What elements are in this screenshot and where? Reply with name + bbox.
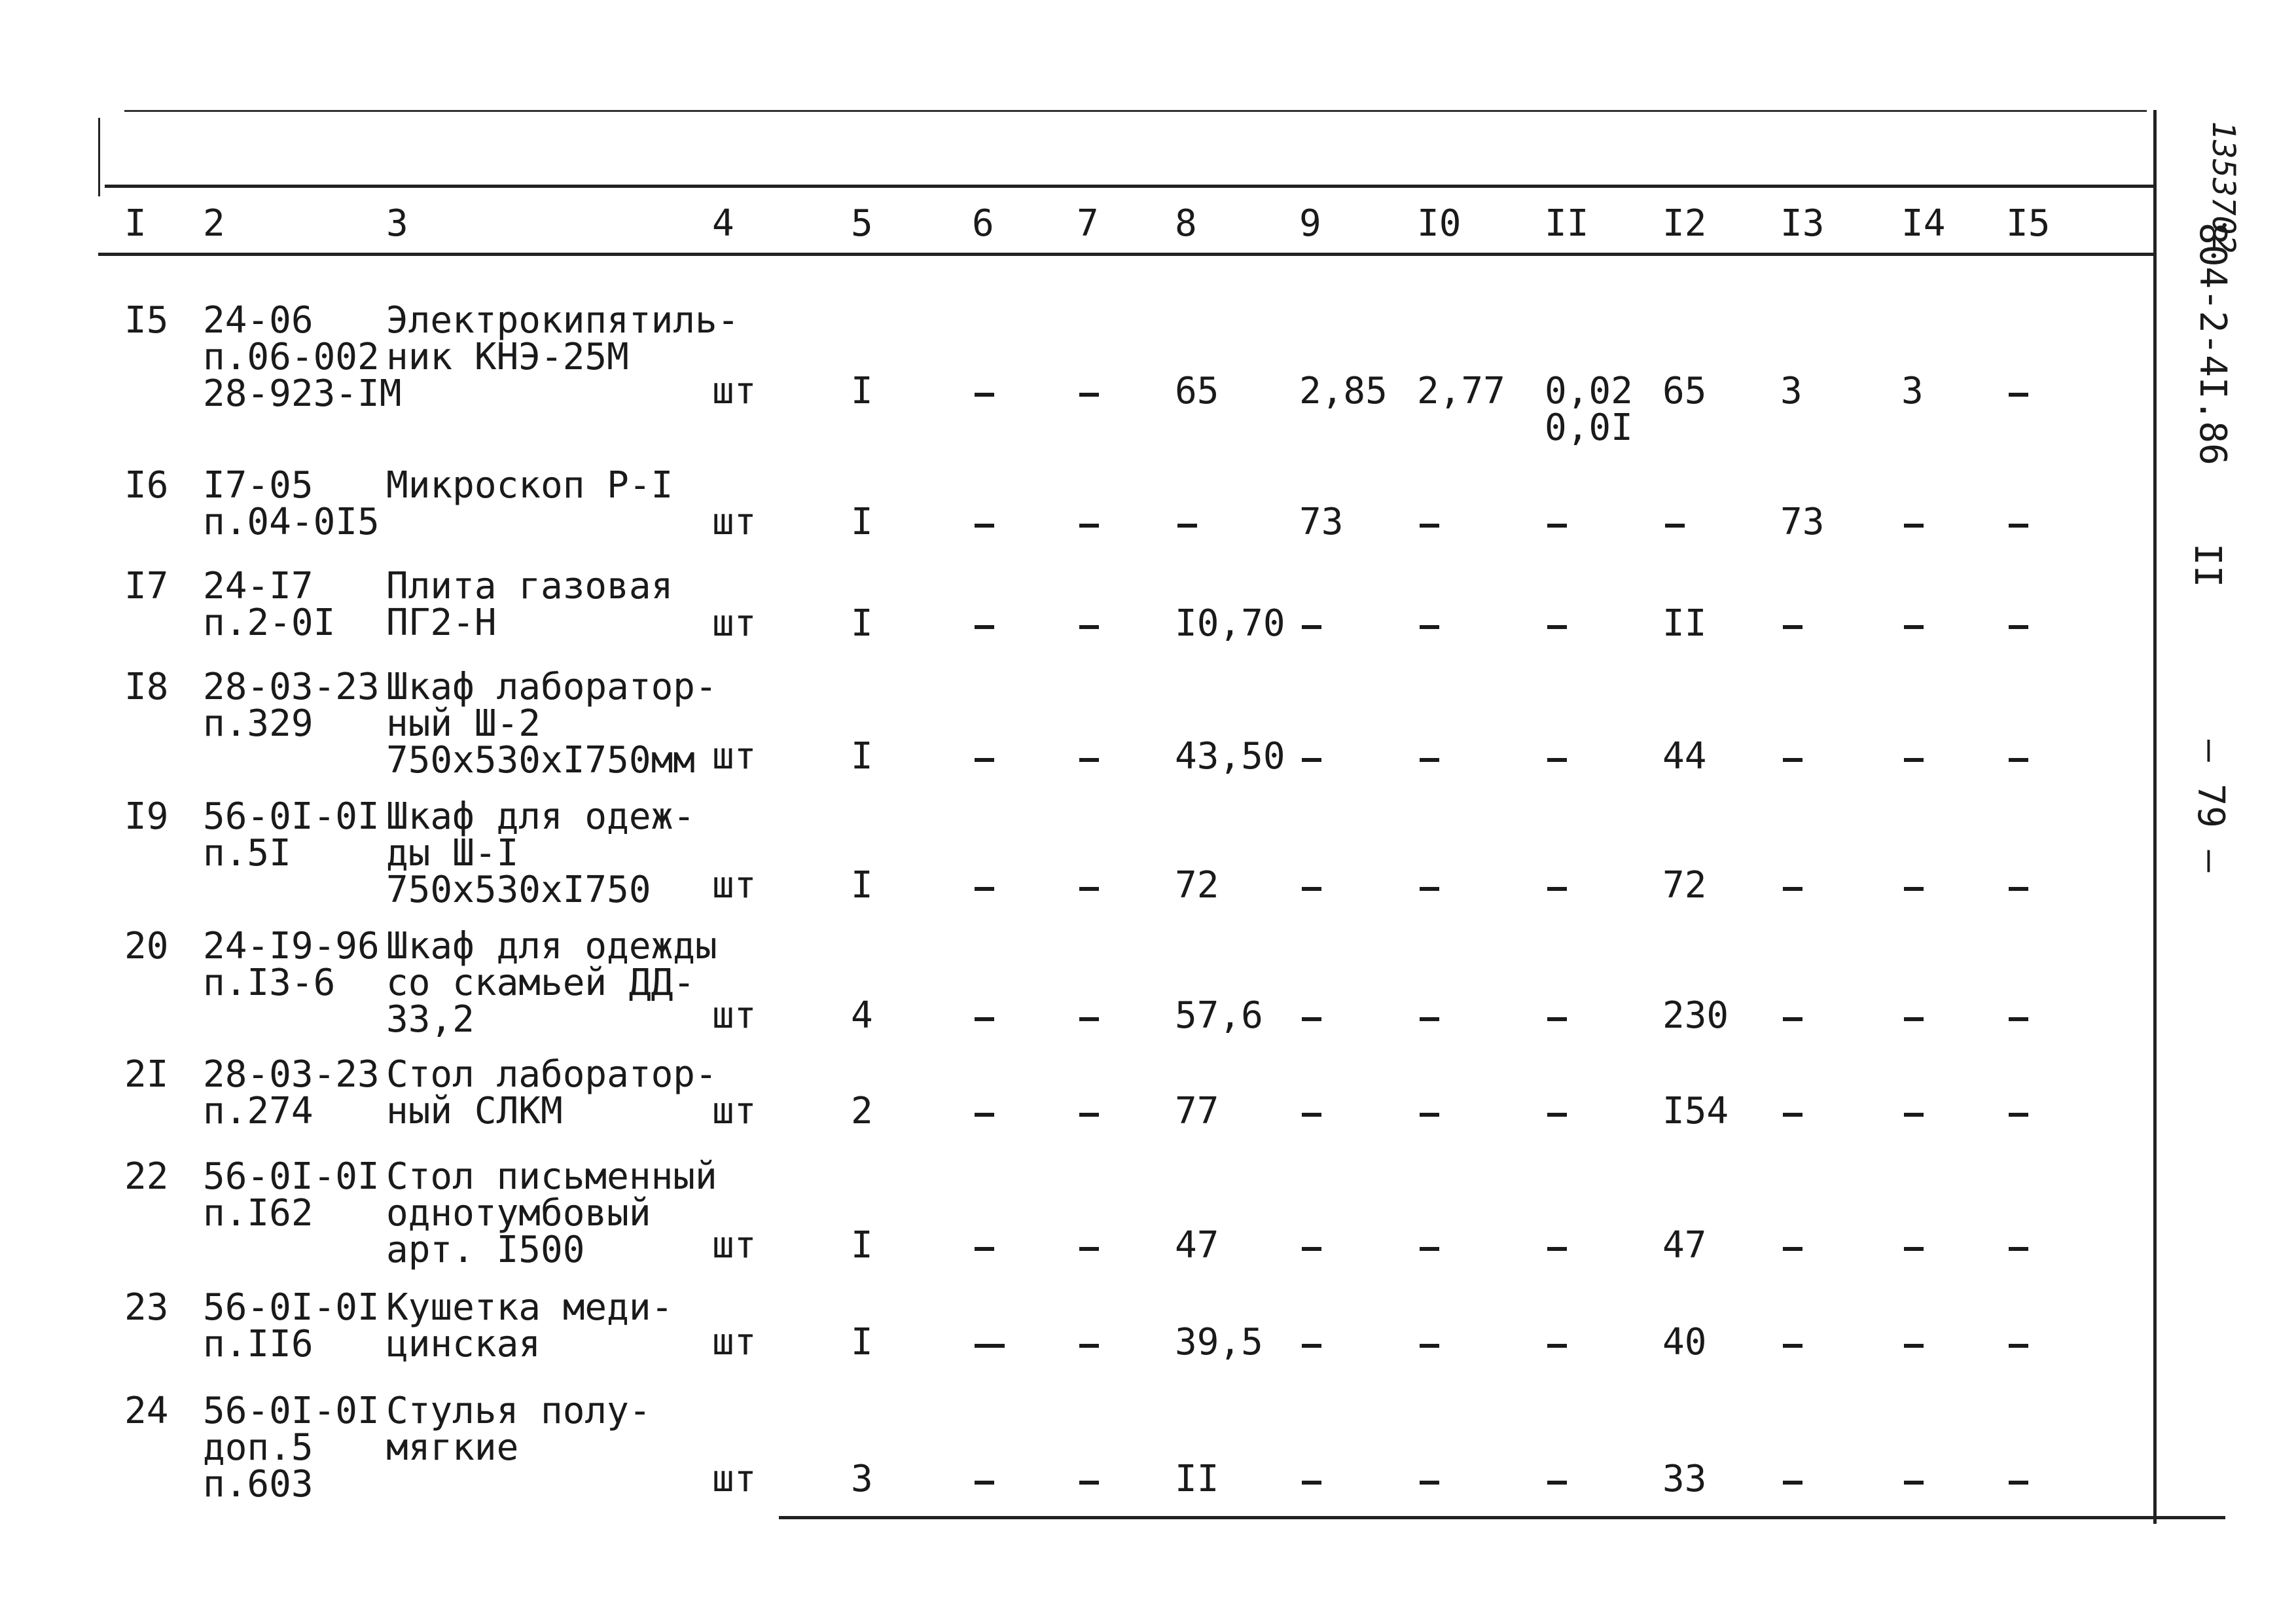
bottom-border-line — [779, 1516, 2225, 1519]
value-c11-dash — [1547, 625, 1567, 629]
column-header: I0 — [1417, 202, 1462, 245]
catalog-code-line: п.603 — [203, 1463, 314, 1506]
catalog-code-line: 56-0I-0I — [203, 795, 380, 838]
document-code: 804-2-4I.86 — [2191, 223, 2234, 465]
item-name-line: Стулья полу- — [386, 1390, 651, 1432]
value-c13-dash — [1783, 1344, 1803, 1348]
value-c15-dash — [2009, 1017, 2028, 1021]
value-c13-dash — [1783, 758, 1803, 762]
unit-cell: шт — [712, 1224, 757, 1267]
value-c8: 43,50 — [1175, 735, 1285, 778]
value-c9: 2,85 — [1299, 370, 1388, 412]
unit-cell: шт — [712, 994, 757, 1037]
value-c15-dash — [2009, 1344, 2028, 1348]
value-c12: II — [1662, 602, 1707, 645]
value-c8: 39,5 — [1175, 1321, 1263, 1363]
catalog-code-line: п.329 — [203, 702, 314, 745]
value-c9-dash — [1302, 1481, 1321, 1485]
row-number: 2I — [124, 1053, 169, 1096]
item-name-line: Шкаф для одеж- — [386, 795, 696, 838]
item-name-line: со скамьей ДД- — [386, 962, 696, 1004]
row-number: 20 — [124, 925, 169, 967]
value-c10-dash — [1420, 1481, 1439, 1485]
value-c11-dash — [1547, 1247, 1567, 1251]
value-c7-dash — [1079, 1017, 1099, 1021]
value-c10-dash — [1420, 1017, 1439, 1021]
column-header: 5 — [851, 202, 873, 245]
item-name-line: ный СЛКМ — [386, 1090, 563, 1132]
item-name-line: ный Ш-2 — [386, 702, 541, 745]
catalog-code-line: 28-923-IМ — [203, 372, 402, 415]
catalog-code-line: п.II6 — [203, 1323, 314, 1365]
catalog-code-line: 56-0I-0I — [203, 1390, 380, 1432]
value-c7-dash — [1079, 393, 1099, 397]
value-c14-dash — [1904, 625, 1924, 629]
value-c12: 44 — [1662, 735, 1707, 778]
value-c7-dash — [1079, 1113, 1099, 1117]
value-c9-dash — [1302, 758, 1321, 762]
column-header: 4 — [712, 202, 734, 245]
page-number: — 79 — — [2189, 740, 2232, 873]
value-c11: 0,0I — [1545, 406, 1633, 449]
value-c12: I54 — [1662, 1090, 1729, 1132]
value-c6-dash — [975, 1113, 994, 1117]
value-c11-dash — [1547, 1017, 1567, 1021]
item-name-line: 750x530xI750 — [386, 869, 651, 911]
column-header: 3 — [386, 202, 408, 245]
catalog-code-line: п.2-0I — [203, 602, 336, 644]
item-name-line: мягкие — [386, 1426, 519, 1469]
value-c5: I — [851, 735, 873, 778]
value-c7-dash — [1079, 1481, 1099, 1485]
value-c13: 73 — [1780, 501, 1825, 543]
value-c13-dash — [1783, 625, 1803, 629]
value-c15-dash — [2009, 887, 2028, 891]
value-c15-dash — [2009, 524, 2028, 528]
value-c7-dash — [1079, 1247, 1099, 1251]
column-header: 8 — [1175, 202, 1197, 245]
catalog-code-line: 28-03-23 — [203, 666, 380, 708]
value-c10-dash — [1420, 887, 1439, 891]
catalog-code-line: 24-06 — [203, 299, 314, 342]
value-c11: 0,02 — [1545, 370, 1633, 412]
row-number: I5 — [124, 299, 169, 342]
value-c9-dash — [1302, 1017, 1321, 1021]
column-header: I4 — [1901, 202, 1946, 245]
value-c15-dash — [2009, 1481, 2028, 1485]
value-c12: 230 — [1662, 994, 1729, 1037]
catalog-code-line: 56-0I-0I — [203, 1286, 380, 1329]
value-c8: II — [1175, 1458, 1219, 1500]
value-c11-dash — [1547, 1481, 1567, 1485]
value-c15-dash — [2009, 1247, 2028, 1251]
catalog-code-line: п.06-002 — [203, 336, 380, 378]
value-c6-dash — [975, 758, 994, 762]
value-c5: I — [851, 501, 873, 543]
value-c13-dash — [1783, 1481, 1803, 1485]
top-border-line — [124, 110, 2147, 112]
column-header: 9 — [1299, 202, 1321, 245]
value-c14-dash — [1904, 1017, 1924, 1021]
item-name-line: Электрокипятиль- — [386, 299, 740, 342]
value-c12: 33 — [1662, 1458, 1707, 1500]
header-top-line — [105, 185, 2153, 188]
value-c14-dash — [1904, 758, 1924, 762]
value-c10-dash — [1420, 625, 1439, 629]
value-c9-dash — [1302, 887, 1321, 891]
column-header: I — [124, 202, 147, 245]
catalog-code-line: 24-I7 — [203, 565, 314, 607]
value-c10-dash — [1420, 524, 1439, 528]
value-c8: I0,70 — [1175, 602, 1285, 645]
unit-cell: шт — [712, 1090, 757, 1132]
value-c6-dash — [975, 1247, 994, 1251]
value-c8: 77 — [1175, 1090, 1219, 1132]
unit-cell: шт — [712, 864, 757, 907]
item-name-line: 750x530xI750мм — [386, 739, 696, 782]
value-c7-dash — [1079, 524, 1099, 528]
value-c11-dash — [1547, 524, 1567, 528]
value-c13-dash — [1783, 887, 1803, 891]
value-c9-dash — [1302, 1247, 1321, 1251]
header-bottom-line — [98, 253, 2153, 256]
value-c7-dash — [1079, 625, 1099, 629]
catalog-code-line: 56-0I-0I — [203, 1155, 380, 1198]
value-c10-dash — [1420, 1113, 1439, 1117]
right-border-line — [2153, 110, 2157, 1524]
value-c14-dash — [1904, 524, 1924, 528]
value-c14-dash — [1904, 1344, 1924, 1348]
value-c9-dash — [1302, 1344, 1321, 1348]
catalog-code-line: п.I62 — [203, 1192, 314, 1235]
stamp-number: 1353702 — [2205, 121, 2242, 254]
value-c6-dash — [975, 1017, 994, 1021]
value-c10-dash — [1420, 1247, 1439, 1251]
item-name-line: цинская — [386, 1323, 541, 1365]
item-name-line: ПГ2-Н — [386, 602, 497, 644]
value-c14-dash — [1904, 1113, 1924, 1117]
value-c13-dash — [1783, 1247, 1803, 1251]
value-c11-dash — [1547, 758, 1567, 762]
unit-cell: шт — [712, 735, 757, 778]
value-c5: 2 — [851, 1090, 873, 1132]
album-number: II — [2186, 543, 2229, 588]
value-c8: 72 — [1175, 864, 1219, 907]
value-c13-dash — [1783, 1017, 1803, 1021]
value-c9-dash — [1302, 1113, 1321, 1117]
value-c6-dash — [975, 1481, 994, 1485]
column-header: 2 — [203, 202, 225, 245]
unit-cell: шт — [712, 602, 757, 645]
row-number: 22 — [124, 1155, 169, 1198]
value-c10-dash — [1420, 758, 1439, 762]
catalog-code-line: п.I3-6 — [203, 962, 336, 1004]
value-c12: 40 — [1662, 1321, 1707, 1363]
item-name-line: Плита газовая — [386, 565, 673, 607]
value-c12: 47 — [1662, 1224, 1707, 1267]
value-c8: 47 — [1175, 1224, 1219, 1267]
value-c5: I — [851, 864, 873, 907]
column-header: 6 — [972, 202, 994, 245]
catalog-code-line: 24-I9-96 — [203, 925, 380, 967]
value-c14-dash — [1904, 1481, 1924, 1485]
value-c10-dash — [1420, 1344, 1439, 1348]
item-name-line: Кушетка меди- — [386, 1286, 673, 1329]
value-c5: I — [851, 1224, 873, 1267]
row-number: 23 — [124, 1286, 169, 1329]
value-c7-dash — [1079, 887, 1099, 891]
value-c6-dash — [975, 393, 994, 397]
value-c6-dash — [975, 524, 994, 528]
catalog-code-line: п.274 — [203, 1090, 314, 1132]
value-c11-dash — [1547, 1344, 1567, 1348]
value-c6-dash — [975, 1344, 1005, 1348]
value-c10: 2,77 — [1417, 370, 1505, 412]
column-header: I5 — [2006, 202, 2051, 245]
catalog-code-line: доп.5 — [203, 1426, 314, 1469]
item-name-line: Шкаф для одежды — [386, 925, 717, 967]
column-header: I3 — [1780, 202, 1825, 245]
value-c12-dash — [1665, 524, 1685, 528]
column-header: II — [1545, 202, 1589, 245]
catalog-code-line: I7-05 — [203, 464, 314, 507]
value-c9: 73 — [1299, 501, 1344, 543]
row-number: I8 — [124, 666, 169, 708]
unit-cell: шт — [712, 370, 757, 412]
value-c7-dash — [1079, 1344, 1099, 1348]
catalog-code-line: п.04-0I5 — [203, 501, 380, 543]
item-name-line: Шкаф лаборатор- — [386, 666, 717, 708]
unit-cell: шт — [712, 1458, 757, 1500]
row-number: I7 — [124, 565, 169, 607]
item-name-line: ник КНЭ-25М — [386, 336, 629, 378]
row-number: I6 — [124, 464, 169, 507]
unit-cell: шт — [712, 501, 757, 543]
item-name-line: однотумбовый — [386, 1192, 651, 1235]
item-name-line: Стол письменный — [386, 1155, 717, 1198]
value-c14-dash — [1904, 1247, 1924, 1251]
item-name-line: ды Ш-I — [386, 832, 519, 875]
value-c5: 4 — [851, 994, 873, 1037]
value-c9-dash — [1302, 625, 1321, 629]
value-c5: I — [851, 602, 873, 645]
value-c7-dash — [1079, 758, 1099, 762]
value-c8-dash — [1177, 524, 1197, 528]
left-border-line — [98, 118, 100, 196]
catalog-code-line: п.5I — [203, 832, 291, 875]
unit-cell: шт — [712, 1321, 757, 1363]
value-c5: I — [851, 370, 873, 412]
value-c11-dash — [1547, 887, 1567, 891]
catalog-code-line: 28-03-23 — [203, 1053, 380, 1096]
value-c12: 65 — [1662, 370, 1707, 412]
value-c15-dash — [2009, 758, 2028, 762]
row-number: I9 — [124, 795, 169, 838]
value-c13: 3 — [1780, 370, 1803, 412]
value-c14-dash — [1904, 887, 1924, 891]
row-number: 24 — [124, 1390, 169, 1432]
item-name-line: Микроскоп Р-I — [386, 464, 673, 507]
value-c6-dash — [975, 625, 994, 629]
column-header: 7 — [1077, 202, 1099, 245]
value-c6-dash — [975, 887, 994, 891]
item-name-line: арт. I500 — [386, 1229, 585, 1271]
item-name-line: 33,2 — [386, 998, 475, 1041]
value-c15-dash — [2009, 1113, 2028, 1117]
value-c15-dash — [2009, 625, 2028, 629]
value-c8: 65 — [1175, 370, 1219, 412]
value-c11-dash — [1547, 1113, 1567, 1117]
value-c5: 3 — [851, 1458, 873, 1500]
value-c8: 57,6 — [1175, 994, 1263, 1037]
item-name-line: Стол лаборатор- — [386, 1053, 717, 1096]
value-c12: 72 — [1662, 864, 1707, 907]
value-c15-dash — [2009, 393, 2028, 397]
value-c14: 3 — [1901, 370, 1924, 412]
value-c5: I — [851, 1321, 873, 1363]
value-c13-dash — [1783, 1113, 1803, 1117]
column-header: I2 — [1662, 202, 1707, 245]
